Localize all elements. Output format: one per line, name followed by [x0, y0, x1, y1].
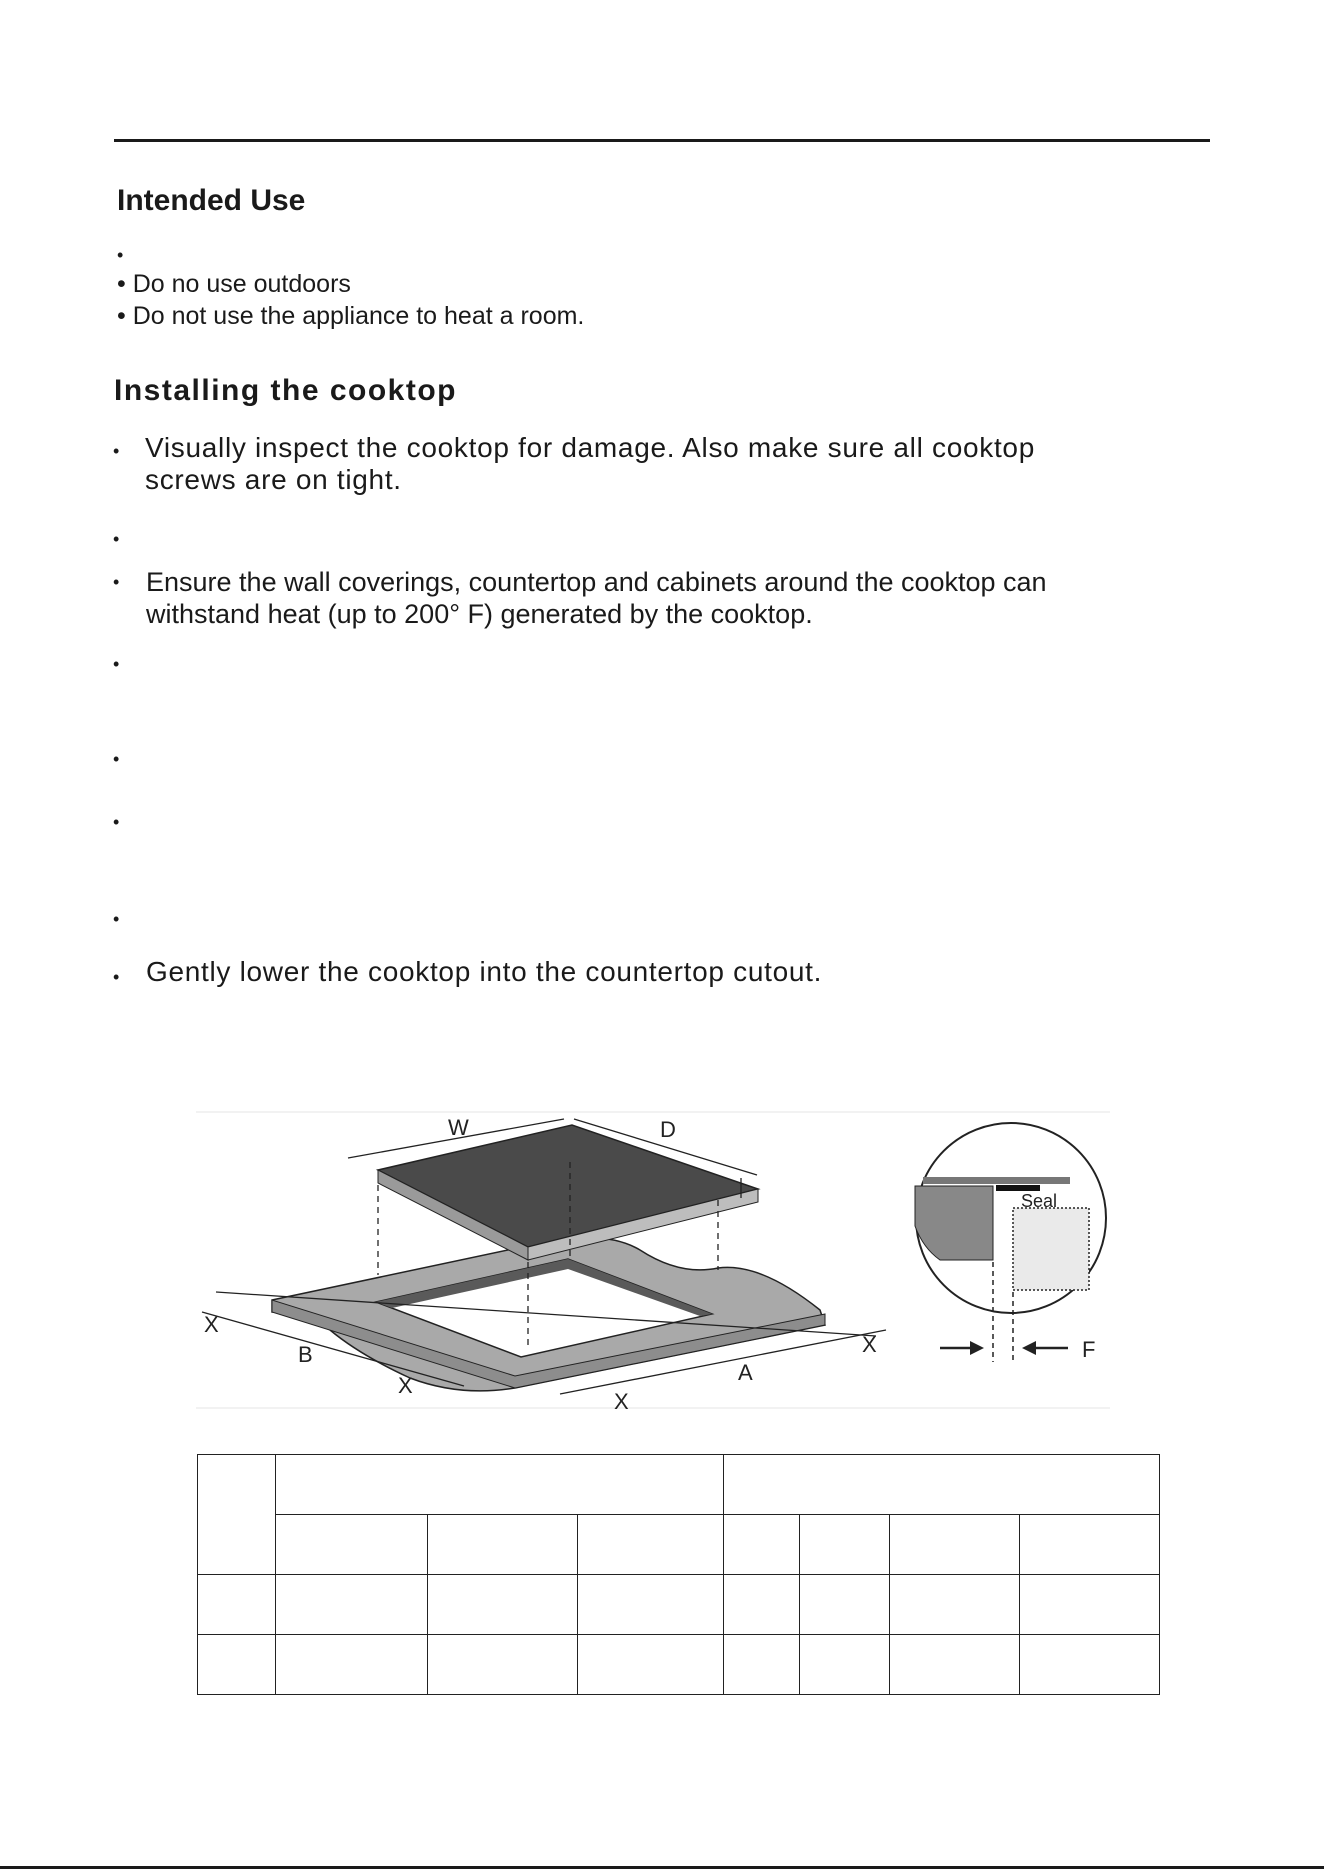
- dimensions-table: [197, 1454, 1160, 1695]
- table-cell: [198, 1635, 276, 1695]
- table-cell: [724, 1455, 1160, 1515]
- dim-label-a: A: [738, 1360, 753, 1385]
- table-cell: [276, 1575, 428, 1635]
- table-row: [198, 1635, 1160, 1695]
- footer-rule: [0, 1866, 1324, 1869]
- dim-label-f: F: [1082, 1337, 1096, 1362]
- table-cell: [276, 1515, 428, 1575]
- table-cell: [800, 1515, 889, 1575]
- bullet: •: [113, 654, 120, 674]
- dim-label-x: X: [862, 1332, 877, 1357]
- seal-label: Seal: [1021, 1191, 1058, 1211]
- table-cell: [889, 1515, 1020, 1575]
- bullet: •: [113, 967, 120, 987]
- heading-intended-use: Intended Use: [117, 184, 306, 217]
- bullet: •: [113, 909, 120, 929]
- table-cell: [276, 1635, 428, 1695]
- dim-label-x: X: [398, 1373, 413, 1398]
- cooktop: [378, 1125, 758, 1247]
- dim-label-d: D: [660, 1117, 676, 1142]
- table-cell: [1020, 1515, 1160, 1575]
- table-cell: [428, 1575, 578, 1635]
- table-cell: [1020, 1575, 1160, 1635]
- table-cell: [724, 1575, 800, 1635]
- heat-line-1: Ensure the wall coverings, countertop and cabinets around the cooktop can: [146, 567, 1047, 597]
- table-cell: [889, 1635, 1020, 1695]
- bullet: •: [113, 529, 120, 549]
- table-cell: [198, 1575, 276, 1635]
- table-cell: [578, 1515, 724, 1575]
- header-rule: [114, 139, 1210, 142]
- dim-label-x: X: [204, 1312, 219, 1337]
- table-cell: [800, 1575, 889, 1635]
- bullet: •: [113, 749, 120, 769]
- table-row: [198, 1575, 1160, 1635]
- heading-installing: Installing the cooktop: [114, 374, 458, 407]
- bullet: •: [117, 245, 124, 265]
- table-cell: [1020, 1635, 1160, 1695]
- dim-label-x: X: [614, 1389, 629, 1414]
- table-cell: [724, 1635, 800, 1695]
- bullet: •: [113, 441, 120, 461]
- installation-diagram: [0, 1100, 1324, 1420]
- bullet: •: [113, 812, 120, 832]
- table-cell: [428, 1515, 578, 1575]
- table-cell: [428, 1635, 578, 1695]
- dim-label-w: W: [448, 1115, 469, 1140]
- table-cell: [276, 1455, 724, 1515]
- heat-line-2: withstand heat (up to 200° F) generated by the cooktop.: [146, 599, 813, 629]
- table-cell: [724, 1515, 800, 1575]
- bullet: •: [113, 572, 120, 592]
- inspect-line-2: screws are on tight.: [145, 464, 402, 495]
- lower-cooktop-line: Gently lower the cooktop into the countertop cutout.: [146, 956, 823, 987]
- table-cell: [800, 1635, 889, 1695]
- inspect-line-1: Visually inspect the cooktop for damage. Also make sure all cooktop: [145, 432, 1035, 463]
- list-item-no-outdoors: • Do no use outdoors: [117, 270, 351, 298]
- dim-label-b: B: [298, 1342, 313, 1367]
- table-cell: [889, 1575, 1020, 1635]
- table-cell: [578, 1635, 724, 1695]
- list-item-no-heating: • Do not use the appliance to heat a room.: [117, 302, 585, 330]
- table-cell: [198, 1455, 276, 1575]
- table-cell: [578, 1575, 724, 1635]
